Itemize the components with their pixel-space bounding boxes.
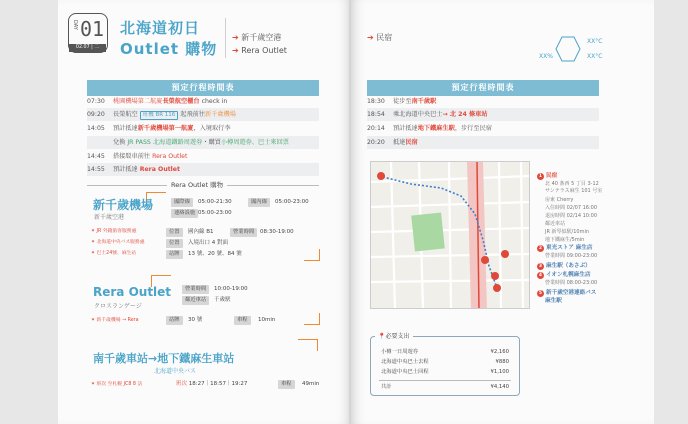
- open-hours-value: 08:30-19:00: [260, 229, 294, 235]
- temp-high: XX°C: [587, 38, 603, 45]
- hours-label: 國際線: [171, 198, 193, 207]
- position-label: 位置: [166, 228, 183, 237]
- schedule-row: 20:14 預計抵達地下鐵麻生駅，步行至民宿: [367, 125, 492, 132]
- hours-value: 05:00-23:00: [198, 210, 232, 216]
- flight-tag: 班機 BR 116: [140, 111, 179, 120]
- expense-amount: ¥880: [495, 359, 509, 365]
- schedule-row: 18:30 徒步至南千歲駅: [367, 98, 437, 105]
- route-item-2: ➔ Rera Outlet: [232, 46, 287, 55]
- temp-low: XX°C: [587, 53, 603, 60]
- arrow-right-icon: ➔: [232, 46, 239, 55]
- expense-total-label: 共計: [381, 384, 392, 390]
- expense-label: 北海道中央巴士回程: [381, 369, 429, 375]
- expense-total: ¥4,140: [490, 384, 509, 390]
- transfer-note: ✶ 班次 至札幌 JC8 8 訪: [91, 382, 143, 387]
- page-title-line1: 北海道初日: [120, 19, 201, 37]
- transfer-name: 南千歲車站→地下鐵麻生車站: [93, 352, 235, 365]
- hours-label: 連絡設施: [171, 209, 198, 218]
- schedule-row: 14:55 預計抵達 Rera Outlet: [87, 163, 319, 176]
- bus-stop-label: 站牌: [166, 316, 183, 325]
- expenses-title: 📍必要支出: [375, 333, 413, 341]
- weather-percent: XX%: [539, 53, 553, 60]
- schedule-heading-right: 預定行程時間表: [367, 80, 599, 96]
- expense-amount: ¥1,100: [490, 369, 509, 375]
- hours-value: 05:00-21:30: [198, 199, 232, 205]
- poi-detail: JR 新琴似駅/10min: [545, 229, 590, 235]
- ride-time-label: 車程: [234, 316, 251, 325]
- ride-time-value: 10min: [258, 317, 276, 323]
- expense-divider: [379, 380, 511, 381]
- hours-value: 05:00-23:00: [275, 199, 309, 205]
- expense-label: 小樽一日周遊券: [381, 349, 419, 355]
- right-page: [351, 0, 654, 424]
- day-badge: [68, 13, 108, 53]
- near-station-value: 千歲駅: [214, 297, 231, 303]
- poi-detail: 營業時間 09:00-23:00: [545, 253, 598, 259]
- poi-4: 4 イオン札幌麻生店: [538, 272, 591, 278]
- airport-subname: 新千歲空港: [94, 214, 125, 221]
- hours-label: 國內線: [248, 198, 270, 207]
- day-label: DAY: [72, 20, 78, 30]
- open-hours-value: 10:00-19:00: [214, 286, 248, 292]
- open-hours-label: 營業時間: [230, 228, 257, 237]
- schedule-row: 20:20 抵達民宿: [367, 136, 599, 149]
- page-title-line2: Outlet 購物: [120, 40, 218, 58]
- day-date: 02.07 | 二: [69, 44, 106, 52]
- card-bracket-br: [304, 249, 320, 261]
- weather-icon: [555, 36, 581, 62]
- rera-subname: クロスランゲージ: [94, 303, 142, 310]
- airport-note: ✶ 北海道中央バス服務處: [91, 240, 145, 245]
- poi-detail: 北 40 条西 5 丁目 3-12: [545, 181, 599, 187]
- arrow-right-icon: ➔: [367, 33, 374, 42]
- expense-amount: ¥2,160: [490, 349, 509, 355]
- schedule-heading-left: 預定行程時間表: [87, 80, 319, 96]
- card-bracket-br: [304, 313, 320, 325]
- schedule-row: 14:05 預計抵達新千歲機場第一航廈，入境取行李: [87, 125, 231, 132]
- poi-5: 5 新千歲空港連絡バス: [538, 290, 597, 296]
- day-number: 01: [80, 17, 105, 41]
- open-hours-label: 營業時間: [182, 285, 209, 294]
- arrow-right-icon: ➔: [232, 33, 239, 42]
- airport-name: 新千歲機場: [93, 198, 154, 212]
- transfer-times: 班次 18:27｜18:57｜19:27: [176, 381, 248, 387]
- near-station-label: 鄰近車站: [182, 296, 209, 305]
- poi-detail: 房東 Cherry: [545, 197, 574, 203]
- bus-stop-value: 30 號: [188, 317, 203, 323]
- expense-label: 北海道中央巴士去程: [381, 359, 429, 365]
- area-map: [370, 161, 530, 309]
- poi-detail: サンテラス麻生 101 号室: [545, 188, 603, 194]
- rera-note: ✶ 新千歲機場 → Rera: [91, 318, 139, 323]
- poi-detail: 地下鐵麻生/5min: [545, 237, 585, 243]
- poi-3: 3 麻生駅（あさぶ）: [538, 263, 591, 269]
- rera-name: Rera Outlet: [93, 285, 172, 299]
- route-item-3: ➔ 民宿: [367, 33, 393, 42]
- ride-time-value: 49min: [302, 381, 320, 387]
- schedule-row: 07:30 桃園機場第二航廈長榮航空櫃台 check in: [87, 98, 228, 105]
- airport-note: ✶ 巴士24號、麻生站: [91, 251, 137, 256]
- bus-stop-value: 13 號、20 號、84 號: [188, 251, 242, 257]
- position-value: 入境出口 4 對面: [188, 240, 228, 246]
- poi-detail: 鄰近車站: [545, 221, 566, 227]
- bus-stop-label: 站牌: [166, 250, 183, 259]
- ride-time-label: 車程: [278, 380, 295, 389]
- card-bracket-tl: [298, 339, 318, 351]
- travel-book-spread: [58, 0, 654, 424]
- poi-detail: 退房時間 02/14 10:00: [545, 213, 597, 219]
- poi-detail: 入住時間 02/07 16:00: [545, 205, 597, 211]
- schedule-row: 09:20 長榮航空 班機 BR 116 起飛前往新千歲機場: [87, 108, 319, 121]
- left-page: [58, 0, 351, 424]
- expenses-box: [370, 333, 520, 396]
- title-divider: [225, 18, 226, 58]
- airport-note: ✶ JR 外籍旅客服務處: [91, 229, 137, 234]
- poi-detail: 麻生駅: [545, 298, 562, 304]
- poi-2: 2 東光ストア 麻生店: [538, 245, 593, 251]
- transfer-subname: 北海道中央バス: [154, 368, 197, 375]
- pin-icon: 📍: [378, 333, 386, 340]
- schedule-row: 兌換 JR PASS 北海道鐵路周遊券・購買小樽周遊券、巴士來回票: [87, 136, 319, 149]
- poi-1: 1 民宿: [538, 173, 558, 179]
- schedule-row: 14:45 搭接駁車前往 Rera Outlet: [87, 153, 188, 160]
- shopping-heading: Rera Outlet 購物: [87, 180, 319, 190]
- position-value: 國內線 B1: [188, 229, 214, 235]
- map-graphic: [371, 162, 530, 309]
- route-item-1: ➔ 新千歲空港: [232, 33, 282, 42]
- poi-detail: 營業時間 08:00-23:00: [545, 280, 598, 286]
- position-label: 位置: [166, 239, 183, 248]
- schedule-row: 18:54 乘北海道中央巴士→ 北 24 條車站: [367, 108, 599, 121]
